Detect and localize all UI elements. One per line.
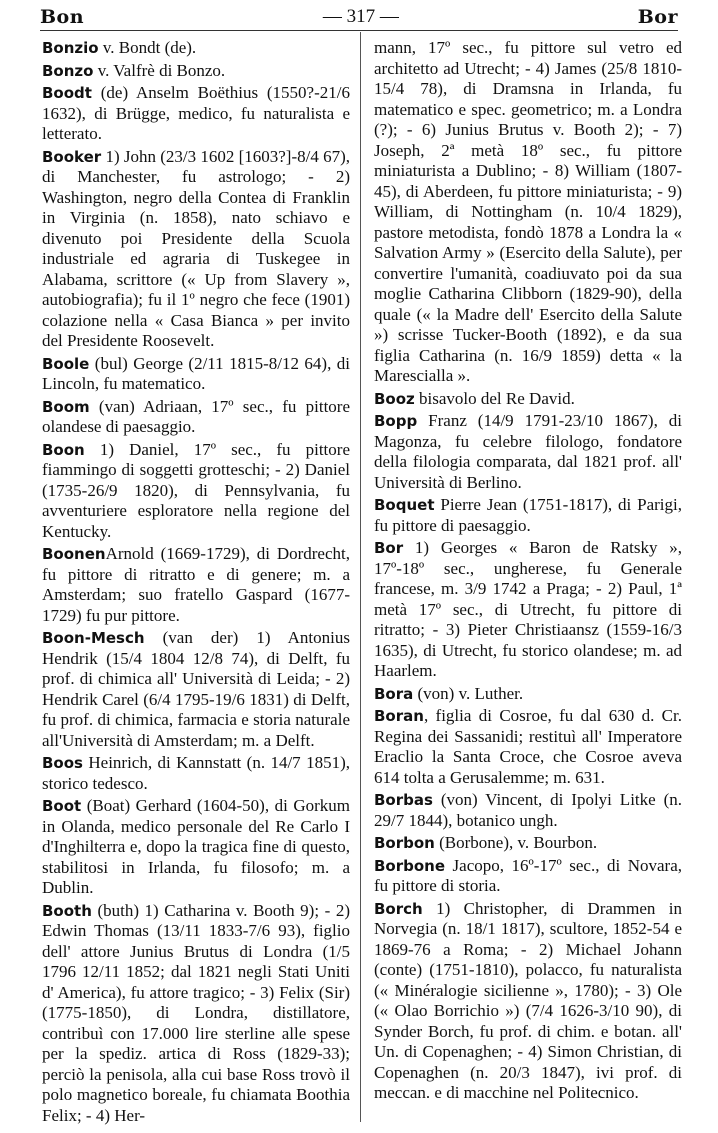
entry-text: Pierre Jean (1751-1817), di Parigi, fu pittore di paesaggio. (374, 495, 682, 535)
dictionary-entry (374, 538, 682, 682)
dictionary-entry (374, 495, 682, 536)
entry-text: (de) Anselm Boëthius (1550?-21/6 1632), di Brügge, medico, fu naturalista e letterato. (42, 83, 350, 143)
entry-headword: Booz (374, 389, 415, 408)
dictionary-entry (374, 899, 682, 1104)
entry-text: (Borbone), v. Bourbon. (434, 833, 598, 852)
dictionary-entry (42, 796, 350, 899)
entry-text: 1) Christopher, di Drammen in Norvegia (n. 18/1 1817), scultore, 1852-54 e 1869-76 a Roma; - 2) Michael Johann (conte) (1751-1810), polacco, fu naturalista (« Minéralogie sicilienne », 1780); - 3) Ole (« Olao Borrichio ») (7/4 1626-3/10 90), di Synder Borch, fu prof. di chim. e botan. all' Un. di Copenaghen; - 4) Simon Christian, di Copenaghen (n. 20/3 1847), ivi prof. di meccan. e di macchine nel Politecnico. (374, 898, 682, 1102)
dictionary-entry (42, 38, 350, 59)
entry-text: v. Bondt (de). (98, 38, 197, 57)
entry-headword: Boran (374, 707, 424, 725)
dictionary-entry (374, 856, 682, 897)
entry-text: (von) Vincent, di Ipolyi Litke (n. 29/7 1844), botanico ungh. (374, 790, 682, 830)
entry-headword: Boon (42, 440, 85, 459)
page-header (40, 4, 678, 31)
entry-text: (van der) 1) Antonius Hendrik (15/4 1804 12/8 74), di Delft, fu prof. di chimica all' Università di Leida; - 2) Hendrik Carel (6/4 1795-19/6 1831) di Delft, fu prof. di chimica, farmacia e storia naturale all'Università di Amsterdam; m. a Delft. (42, 628, 350, 750)
header-left-word: Bon (40, 6, 85, 28)
entry-headword: Boole (42, 354, 90, 373)
dictionary-entry (42, 753, 350, 794)
entry-headword: Booker (42, 147, 102, 166)
entry-headword: Boonen (42, 545, 106, 563)
entry-text: Franz (14/9 1791-23/10 1867), di Magonza, fu celebre filologo, fondatore della filologia comparata, dal 1821 prof. all' Università di Berlino. (374, 411, 682, 492)
left-column (42, 38, 350, 1128)
entry-text: mann, 17º sec., fu pittore sul vetro ed architetto ad Utrecht; - 4) James (25/8 1810-15/4 78), di Dramsna in Irlanda, fu matematico e spec. geometrico; m. a Londra (?); - 6) Junius Brutus v. Booth 2); - 7) Joseph, 2ª metà 18º sec., fu pittore miniaturista a Dublino; - 8) William (1807-45), di Aberdeen, fu pittore miniaturista; - 9) William, di Nottingham (n. 10/4 1829), pastore metodista, fondò 1878 a Londra la « Salvation Army » (Esercito della Salute), per convertire l'umanità, coadiuvato poi da sua moglie Catharina Clibborn (1829-90), della quale (« la Madre dell' Esercito della Salute ») scrisse Tucker-Booth (1892), e da sua figlia Catharina (n. 16/9 1859) detta « la Marescialla ». (374, 38, 682, 385)
entry-text: , figlia di Cosroe, fu dal 630 d. Cr. Regina dei Sassanidi; restituì all' Imperatore Eraclio la Santa Croce, che Cosroe aveva 614 tolta a Gerusalemme; m. 631. (374, 706, 682, 787)
entry-headword: Boodt (42, 84, 92, 102)
page-number: — 317 — (322, 6, 399, 27)
dictionary-entry (374, 833, 682, 854)
right-column (374, 38, 682, 1106)
entry-headword: Bopp (374, 412, 418, 430)
entry-headword: Borbon (374, 834, 435, 852)
entry-headword: Boos (42, 754, 83, 772)
entry-headword: Boon-Mesch (42, 629, 145, 647)
dictionary-entry (42, 901, 350, 1127)
entry-headword: Borch (374, 899, 423, 918)
entry-text: (bul) George (2/11 1815-8/12 64), di Lincoln, fu matematico. (42, 353, 350, 393)
entry-text: Arnold (1669-1729), di Dordrecht, fu pittore di ritratto e di genere; m. a Amsterdam; suo fratello Gaspard (1677-1729) fu pur pittore. (42, 544, 350, 625)
entry-headword: Bonzo (42, 61, 94, 80)
dictionary-entry (42, 544, 350, 626)
dictionary-entry (42, 83, 350, 145)
dictionary-entry (374, 706, 682, 788)
dictionary-entry (42, 397, 350, 438)
entry-text: (van) Adriaan, 17º sec., fu pittore olandese di paesaggio. (42, 396, 350, 436)
entry-text: v. Valfrè di Bonzo. (93, 60, 226, 80)
dictionary-entry (42, 354, 350, 395)
entry-text: Heinrich, di Kannstatt (n. 14/7 1851), storico tedesco. (42, 753, 350, 793)
entry-headword: Borbas (374, 791, 433, 809)
entry-headword: Bora (374, 684, 414, 703)
entry-headword: Booth (42, 901, 92, 920)
entry-text: (buth) 1) Catharina v. Booth 9); - 2) Edwin Thomas (13/11 1833-7/6 93), figlio dell' attore Junius Brutus di Londra (1/5 1796 12/11 1852; dal 1821 negli Stati Uniti d' America), fu attore tragico; - 3) Felix (Sir) (1775-1850), di Londra, distillatore, contribuì con 17.000 lire sterline alle spese per la spediz. artica di Ross (1829-33); perciò la penisola, alla cui base Ross trovò il polo magnetico boreale, fu chiamata Boothia Felix; - 4) Her- (42, 900, 350, 1125)
header-right-word: Bor (637, 6, 678, 28)
dictionary-entry (42, 147, 350, 352)
entry-text: (Boat) Gerhard (1604-50), di Gorkum in Olanda, medico personale del Re Carlo I d'Inghilterra e, dopo la tragica fine di questo, stabilitosi in Irlanda, fu filosofo; m. a Dublin. (42, 796, 350, 897)
dictionary-entry (374, 790, 682, 831)
dictionary-entry (374, 411, 682, 493)
dictionary-entry (42, 628, 350, 751)
entry-text: 1) Georges « Baron de Ratsky », 17º-18º sec., ungherese, fu Generale francese, m. 3/9 1742 a Praga; - 2) Paul, 1ª metà 17º sec., di Utrecht, fu pittore di ritratto; - 3) Pieter Christiaansz (1559-16/3 1635), di Utrecht, fu storico olandese; m. ad Haarlem. (374, 538, 682, 680)
dictionary-entry (374, 684, 682, 705)
entry-headword: Boquet (374, 496, 435, 514)
entry-text: Jacopo, 16º-17º sec., di Novara, fu pittore di storia. (374, 855, 682, 895)
entry-headword: Boom (42, 397, 90, 416)
dictionary-entry (374, 38, 682, 387)
entry-headword: Bonzio (42, 39, 99, 57)
entry-headword: Borbone (374, 856, 446, 875)
entry-text: 1) Daniel, 17º sec., fu pittore fiammingo di soggetti grotteschi; - 2) Daniel (1735-26/9 1820), di Pennsylvania, fu avventuriere esploratore nella regione del Kentucky. (42, 439, 350, 541)
entry-text: bisavolo del Re David. (414, 388, 575, 408)
entry-headword: Bor (374, 539, 404, 557)
entry-headword: Boot (42, 797, 82, 815)
dictionary-entry (374, 389, 682, 410)
entry-text: (von) v. Luther. (413, 683, 524, 703)
dictionary-entry (42, 61, 350, 82)
dictionary-entry (42, 440, 350, 543)
entry-text: 1) John (23/3 1602 [1603?]-8/4 67), di Manchester, fu astrologo; - 2) Washington, negro della Contea di Franklin in Virginia (n. 1858), nato schiavo e divenuto poi Presidente della Scuola industriale ed agraria di Tuskegee in Alabama, scrittore (« Up from Slavery », autobiografia); fu il 1º negro che fece (1901) colazione nella « Casa Bianca » per invito del Presidente Roosevelt. (42, 146, 351, 350)
